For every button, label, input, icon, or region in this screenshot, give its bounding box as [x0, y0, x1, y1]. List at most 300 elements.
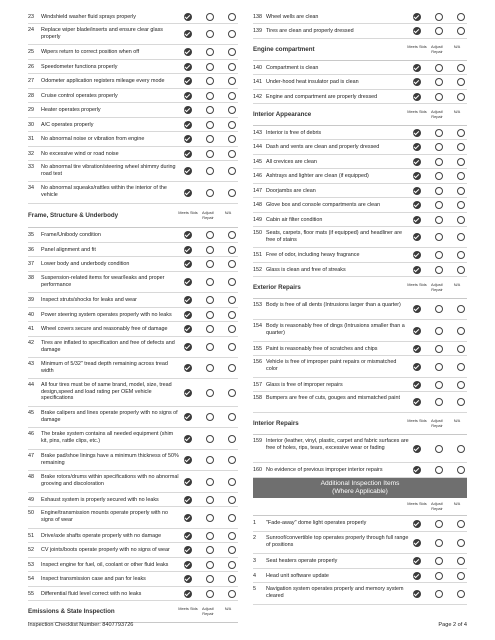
na-circle-icon: [228, 496, 236, 504]
item-number: 32: [28, 151, 34, 157]
checklist-row: [253, 140, 467, 155]
status-marks: [184, 590, 236, 598]
item-number: 41: [28, 326, 34, 332]
checklist-row: [28, 257, 238, 272]
header-meets: Meets Stds: [407, 417, 427, 423]
item-text: Compartment is clean: [266, 65, 319, 71]
na-circle-icon: [228, 478, 236, 486]
na-circle-icon: [457, 381, 465, 389]
na-circle-icon: [228, 77, 236, 85]
meets-check-icon: [184, 189, 192, 197]
column-headers: [178, 211, 238, 220]
banner-title: Additional Inspection Items: [320, 480, 400, 487]
header-meets: Meets Stds: [178, 605, 198, 611]
item-number: 28: [28, 93, 34, 99]
na-circle-icon: [457, 363, 465, 371]
adjust-circle-icon: [206, 13, 214, 21]
item-text: Interior (leather, vinyl, plastic, carpet and fabric surfaces are free of holes, rips, tears, excessive wear or fading: [266, 438, 409, 451]
na-circle-icon: [228, 311, 236, 319]
na-circle-icon: [228, 63, 236, 71]
item-number: 45: [28, 410, 34, 416]
status-marks: [184, 343, 236, 351]
checklist-row: [28, 471, 238, 493]
meets-check-icon: [184, 92, 192, 100]
meets-check-icon: [413, 158, 421, 166]
meets-check-icon: [184, 231, 192, 239]
item-number: 53: [28, 562, 34, 568]
meets-check-icon: [184, 150, 192, 158]
meets-check-icon: [413, 327, 421, 335]
item-number: 4: [253, 573, 256, 579]
item-text: Interior is free of debris: [266, 130, 322, 136]
status-marks: [413, 557, 465, 565]
item-number: 29: [28, 107, 34, 113]
adjust-circle-icon: [435, 27, 443, 35]
status-marks: [184, 389, 236, 397]
item-number: 48: [28, 474, 34, 480]
left-column: [28, 10, 238, 623]
meets-check-icon: [184, 590, 192, 598]
item-number: 151: [253, 252, 262, 258]
item-text: Cabin air filter condition: [266, 217, 323, 223]
checklist-row: [253, 516, 467, 532]
item-number: 51: [28, 533, 34, 539]
checklist-row: [253, 263, 467, 277]
checklist-row: [28, 587, 238, 601]
na-circle-icon: [228, 575, 236, 583]
checklist-row: [28, 572, 238, 587]
item-text: Inspect struts/shocks for leaks and wear: [41, 297, 137, 303]
checklist-row: [28, 493, 238, 507]
checklist-row: [253, 61, 467, 75]
item-text: Glass is clean and free of streaks: [266, 267, 346, 273]
item-number: 34: [28, 185, 34, 191]
checklist-row: [253, 569, 467, 583]
meets-check-icon: [413, 572, 421, 580]
item-text: Wipers return to correct position when off: [41, 49, 140, 55]
adjust-circle-icon: [206, 121, 214, 129]
item-number: 23: [28, 14, 34, 20]
meets-check-icon: [184, 478, 192, 486]
meets-check-icon: [184, 325, 192, 333]
meets-check-icon: [184, 121, 192, 129]
status-marks: [184, 189, 236, 197]
header-meets: Meets Stds: [407, 108, 427, 114]
na-circle-icon: [228, 48, 236, 56]
item-number: 2: [253, 535, 256, 541]
adjust-circle-icon: [435, 129, 443, 137]
item-text: Vehicle is free of improper paint repairs or mismatched color: [266, 359, 397, 372]
adjust-circle-icon: [206, 478, 214, 486]
item-number: 54: [28, 576, 34, 582]
checklist-row: [253, 320, 467, 342]
item-number: 149: [253, 217, 262, 223]
checklist-row: [28, 529, 238, 543]
item-number: 36: [28, 247, 34, 253]
item-text: Brake rotors/drums within specifications with no abnormal grooving and discoloration: [41, 474, 179, 487]
checklist-row: [28, 407, 238, 428]
na-circle-icon: [228, 343, 236, 351]
checklist-row: [253, 299, 467, 320]
adjust-circle-icon: [435, 143, 443, 151]
checklist-row: [28, 103, 238, 118]
status-marks: [413, 201, 465, 209]
adjust-circle-icon: [206, 48, 214, 56]
item-text: Suspension-related items for wear/leaks and proper performance: [41, 275, 165, 288]
na-circle-icon: [457, 64, 465, 72]
meets-check-icon: [184, 246, 192, 254]
na-circle-icon: [457, 187, 465, 195]
checklist-row: [253, 24, 467, 39]
meets-check-icon: [413, 64, 421, 72]
column-headers: [407, 419, 467, 428]
item-text: Paint is reasonably free of scratches and chips: [266, 346, 378, 352]
meets-check-icon: [184, 311, 192, 319]
item-text: Body is reasonably free of dings (Intrusions smaller than a quarter): [266, 323, 405, 336]
item-number: 147: [253, 188, 262, 194]
adjust-circle-icon: [206, 311, 214, 319]
item-number: 25: [28, 49, 34, 55]
item-number: 39: [28, 297, 34, 303]
adjust-circle-icon: [435, 363, 443, 371]
checklist-row: [253, 248, 467, 263]
adjust-circle-icon: [435, 216, 443, 224]
item-text: Bumpers are free of cuts, gouges and mismatched paint: [266, 395, 400, 401]
item-text: Exhaust system is properly secured with no leaks: [41, 497, 159, 503]
meets-check-icon: [184, 135, 192, 143]
item-text: Differential fluid level correct with no leaks: [41, 591, 142, 597]
item-text: Lower body and underbody condition: [41, 261, 130, 267]
item-text: No abnormal noise or vibration from engine: [41, 136, 145, 142]
na-circle-icon: [228, 13, 236, 21]
item-text: All crevices are clean: [266, 159, 317, 165]
adjust-circle-icon: [435, 64, 443, 72]
checklist-row: [253, 583, 467, 605]
na-circle-icon: [228, 413, 236, 421]
status-marks: [184, 364, 236, 372]
item-number: 146: [253, 173, 262, 179]
adjust-circle-icon: [206, 532, 214, 540]
item-text: Power steering system operates properly with no leaks: [41, 312, 172, 318]
column-headers: [407, 283, 467, 292]
item-text: No abnormal tire vibration/steering wheel shimmy during road test: [41, 164, 176, 177]
item-text: Windshield washer fluid sprays properly: [41, 14, 136, 20]
adjust-circle-icon: [206, 514, 214, 522]
status-marks: [184, 30, 236, 38]
status-marks: [413, 520, 465, 528]
status-marks: [413, 216, 465, 224]
meets-check-icon: [184, 30, 192, 38]
adjust-circle-icon: [206, 413, 214, 421]
status-marks: [184, 435, 236, 443]
item-text: Tires are clean and properly dressed: [266, 28, 354, 34]
item-text: Replace wiper blade/inserts and ensure clear glass properly: [41, 27, 163, 40]
item-number: 31: [28, 136, 34, 142]
status-marks: [184, 135, 236, 143]
status-marks: [413, 466, 465, 474]
adjust-circle-icon: [435, 266, 443, 274]
status-marks: [413, 93, 465, 101]
meets-check-icon: [184, 167, 192, 175]
meets-check-icon: [184, 546, 192, 554]
status-marks: [413, 266, 465, 274]
adjust-circle-icon: [435, 251, 443, 259]
item-text: Glass is free of improper repairs: [266, 382, 343, 388]
adjust-circle-icon: [435, 520, 443, 528]
checklist-row: [28, 308, 238, 322]
na-circle-icon: [457, 445, 465, 453]
checklist-row: [28, 118, 238, 132]
adjust-circle-icon: [206, 106, 214, 114]
item-text: Glove box and console compartments are clean: [266, 202, 381, 208]
section-title: Engine compartment: [253, 46, 315, 53]
section-title: Emissions & State Inspection: [28, 608, 115, 615]
header-adjust: Adjust/ Repair: [202, 209, 214, 220]
header-adjust: Adjust/ Repair: [202, 605, 214, 616]
status-marks: [184, 532, 236, 540]
checklist-row: [28, 558, 238, 572]
na-circle-icon: [457, 172, 465, 180]
status-marks: [184, 325, 236, 333]
adjust-circle-icon: [435, 327, 443, 335]
additional-items-banner: [253, 478, 467, 498]
meets-check-icon: [184, 48, 192, 56]
status-marks: [184, 311, 236, 319]
adjust-circle-icon: [206, 30, 214, 38]
checklist-row: [28, 147, 238, 161]
adjust-circle-icon: [206, 189, 214, 197]
adjust-circle-icon: [206, 296, 214, 304]
na-circle-icon: [228, 260, 236, 268]
checklist-row: [253, 169, 467, 184]
na-circle-icon: [228, 296, 236, 304]
checklist-row: [253, 227, 467, 248]
meets-check-icon: [413, 381, 421, 389]
checklist-row: [28, 272, 238, 293]
meets-check-icon: [184, 364, 192, 372]
item-number: 40: [28, 312, 34, 318]
meets-check-icon: [184, 456, 192, 464]
status-marks: [184, 496, 236, 504]
meets-check-icon: [413, 172, 421, 180]
item-text: Tires are inflated to specification and free of defects and damage: [41, 340, 175, 353]
adjust-circle-icon: [435, 572, 443, 580]
section-header: [28, 204, 238, 228]
na-circle-icon: [457, 345, 465, 353]
adjust-circle-icon: [435, 13, 443, 21]
item-text: Seat heaters operate properly: [266, 558, 338, 564]
item-number: 145: [253, 159, 262, 165]
na-circle-icon: [228, 546, 236, 554]
meets-check-icon: [413, 143, 421, 151]
checklist-row: [28, 243, 238, 257]
checklist-row: [253, 90, 467, 104]
item-number: 49: [28, 497, 34, 503]
na-circle-icon: [457, 266, 465, 274]
status-marks: [413, 590, 465, 598]
meets-check-icon: [184, 496, 192, 504]
item-number: 141: [253, 79, 262, 85]
item-number: 142: [253, 94, 262, 100]
status-marks: [413, 251, 465, 259]
header-adjust: Adjust/ Repair: [431, 108, 443, 119]
na-circle-icon: [228, 246, 236, 254]
item-text: Dash and vents are clean and properly dressed: [266, 144, 380, 150]
checklist-row: [28, 10, 238, 24]
status-marks: [184, 260, 236, 268]
item-number: 159: [253, 438, 262, 444]
na-circle-icon: [228, 364, 236, 372]
section-title: Frame, Structure & Underbody: [28, 212, 119, 219]
item-text: Sunroof/convertible top operates properly through full range of positions: [266, 535, 409, 548]
adjust-circle-icon: [435, 557, 443, 565]
section-header: [253, 498, 467, 516]
meets-check-icon: [184, 389, 192, 397]
checklist-row: [28, 293, 238, 308]
checklist-row: [28, 161, 238, 182]
checklist-row: [28, 358, 238, 379]
status-marks: [413, 187, 465, 195]
checklist-row: [28, 89, 238, 103]
adjust-circle-icon: [206, 561, 214, 569]
header-meets: Meets Stds: [407, 43, 427, 49]
item-number: 38: [28, 275, 34, 281]
checklist-row: [253, 126, 467, 140]
meets-check-icon: [413, 363, 421, 371]
adjust-circle-icon: [435, 172, 443, 180]
adjust-circle-icon: [206, 63, 214, 71]
section-title: Interior Appearance: [253, 111, 312, 118]
header-na: N/A: [453, 43, 461, 49]
na-circle-icon: [228, 92, 236, 100]
adjust-circle-icon: [435, 187, 443, 195]
meets-check-icon: [413, 305, 421, 313]
item-text: Engine and compartment are properly dressed: [266, 94, 378, 100]
status-marks: [413, 172, 465, 180]
status-marks: [184, 48, 236, 56]
item-text: Inspect transmission case and pan for leaks: [41, 576, 146, 582]
meets-check-icon: [413, 251, 421, 259]
status-marks: [184, 92, 236, 100]
item-text: Engine/transmission mounts operate properly with no signs of wear: [41, 510, 169, 523]
na-circle-icon: [457, 13, 465, 21]
item-text: Minimum of 5/32" tread depth remaining across tread width: [41, 361, 168, 374]
item-text: Ashtrays and lighter are clean (if equipped): [266, 173, 369, 179]
na-circle-icon: [228, 231, 236, 239]
item-number: 33: [28, 164, 34, 170]
item-text: CV joints/boots operate properly with no signs of wear: [41, 547, 170, 553]
adjust-circle-icon: [206, 325, 214, 333]
meets-check-icon: [184, 278, 192, 286]
status-marks: [184, 514, 236, 522]
item-number: 35: [28, 232, 34, 238]
adjust-circle-icon: [435, 466, 443, 474]
checklist-row: [253, 213, 467, 227]
status-marks: [413, 64, 465, 72]
checklist-row: [253, 378, 467, 392]
item-number: 55: [28, 591, 34, 597]
status-marks: [184, 456, 236, 464]
meets-check-icon: [413, 216, 421, 224]
item-text: Navigation system operates properly and memory system cleared: [266, 586, 404, 599]
checklist-row: [253, 435, 467, 463]
section-header: [253, 413, 467, 435]
meets-check-icon: [184, 435, 192, 443]
item-text: Brake pad/shoe linings have a minimum thickness of 50% remaining: [41, 453, 179, 466]
checklist-row: [28, 132, 238, 147]
na-circle-icon: [228, 389, 236, 397]
status-marks: [413, 158, 465, 166]
adjust-circle-icon: [206, 92, 214, 100]
item-number: 44: [28, 382, 34, 388]
item-number: 160: [253, 467, 262, 473]
adjust-circle-icon: [206, 496, 214, 504]
meets-check-icon: [184, 106, 192, 114]
item-number: 42: [28, 340, 34, 346]
item-text: No excessive wind or road noise: [41, 151, 119, 157]
na-circle-icon: [228, 325, 236, 333]
status-marks: [413, 572, 465, 580]
item-number: 139: [253, 28, 262, 34]
checklist-row: [28, 507, 238, 529]
checklist-row: [28, 74, 238, 89]
item-number: 1: [253, 520, 256, 526]
column-headers: [178, 607, 238, 616]
item-number: 150: [253, 230, 262, 236]
checklist-row: [28, 322, 238, 337]
item-number: 153: [253, 302, 262, 308]
na-circle-icon: [228, 189, 236, 197]
meets-check-icon: [184, 575, 192, 583]
meets-check-icon: [413, 201, 421, 209]
item-number: 26: [28, 64, 34, 70]
adjust-circle-icon: [206, 389, 214, 397]
meets-check-icon: [413, 398, 421, 406]
meets-check-icon: [184, 343, 192, 351]
na-circle-icon: [457, 201, 465, 209]
header-adjust: Adjust/ Repair: [431, 500, 443, 511]
meets-check-icon: [184, 77, 192, 85]
meets-check-icon: [413, 93, 421, 101]
item-text: Odometer application registers mileage every mode: [41, 78, 165, 84]
adjust-circle-icon: [206, 167, 214, 175]
meets-check-icon: [184, 63, 192, 71]
status-marks: [413, 381, 465, 389]
na-circle-icon: [457, 466, 465, 474]
item-text: Frame/Unibody condition: [41, 232, 101, 238]
item-number: 140: [253, 65, 262, 71]
status-marks: [413, 539, 465, 547]
checklist-row: [253, 532, 467, 554]
adjust-circle-icon: [206, 260, 214, 268]
adjust-circle-icon: [435, 398, 443, 406]
item-number: 27: [28, 78, 34, 84]
checklist-row: [253, 392, 467, 413]
item-number: 24: [28, 27, 34, 33]
meets-check-icon: [184, 514, 192, 522]
item-number: 43: [28, 361, 34, 367]
item-number: 52: [28, 547, 34, 553]
na-circle-icon: [457, 93, 465, 101]
adjust-circle-icon: [206, 135, 214, 143]
section-header: [253, 104, 467, 126]
item-text: Inspect engine for fuel, oil, coolant or other fluid leaks: [41, 562, 169, 568]
status-marks: [184, 106, 236, 114]
item-text: Heater operates properly: [41, 107, 101, 113]
adjust-circle-icon: [206, 77, 214, 85]
na-circle-icon: [228, 167, 236, 175]
section-header: [253, 277, 467, 299]
